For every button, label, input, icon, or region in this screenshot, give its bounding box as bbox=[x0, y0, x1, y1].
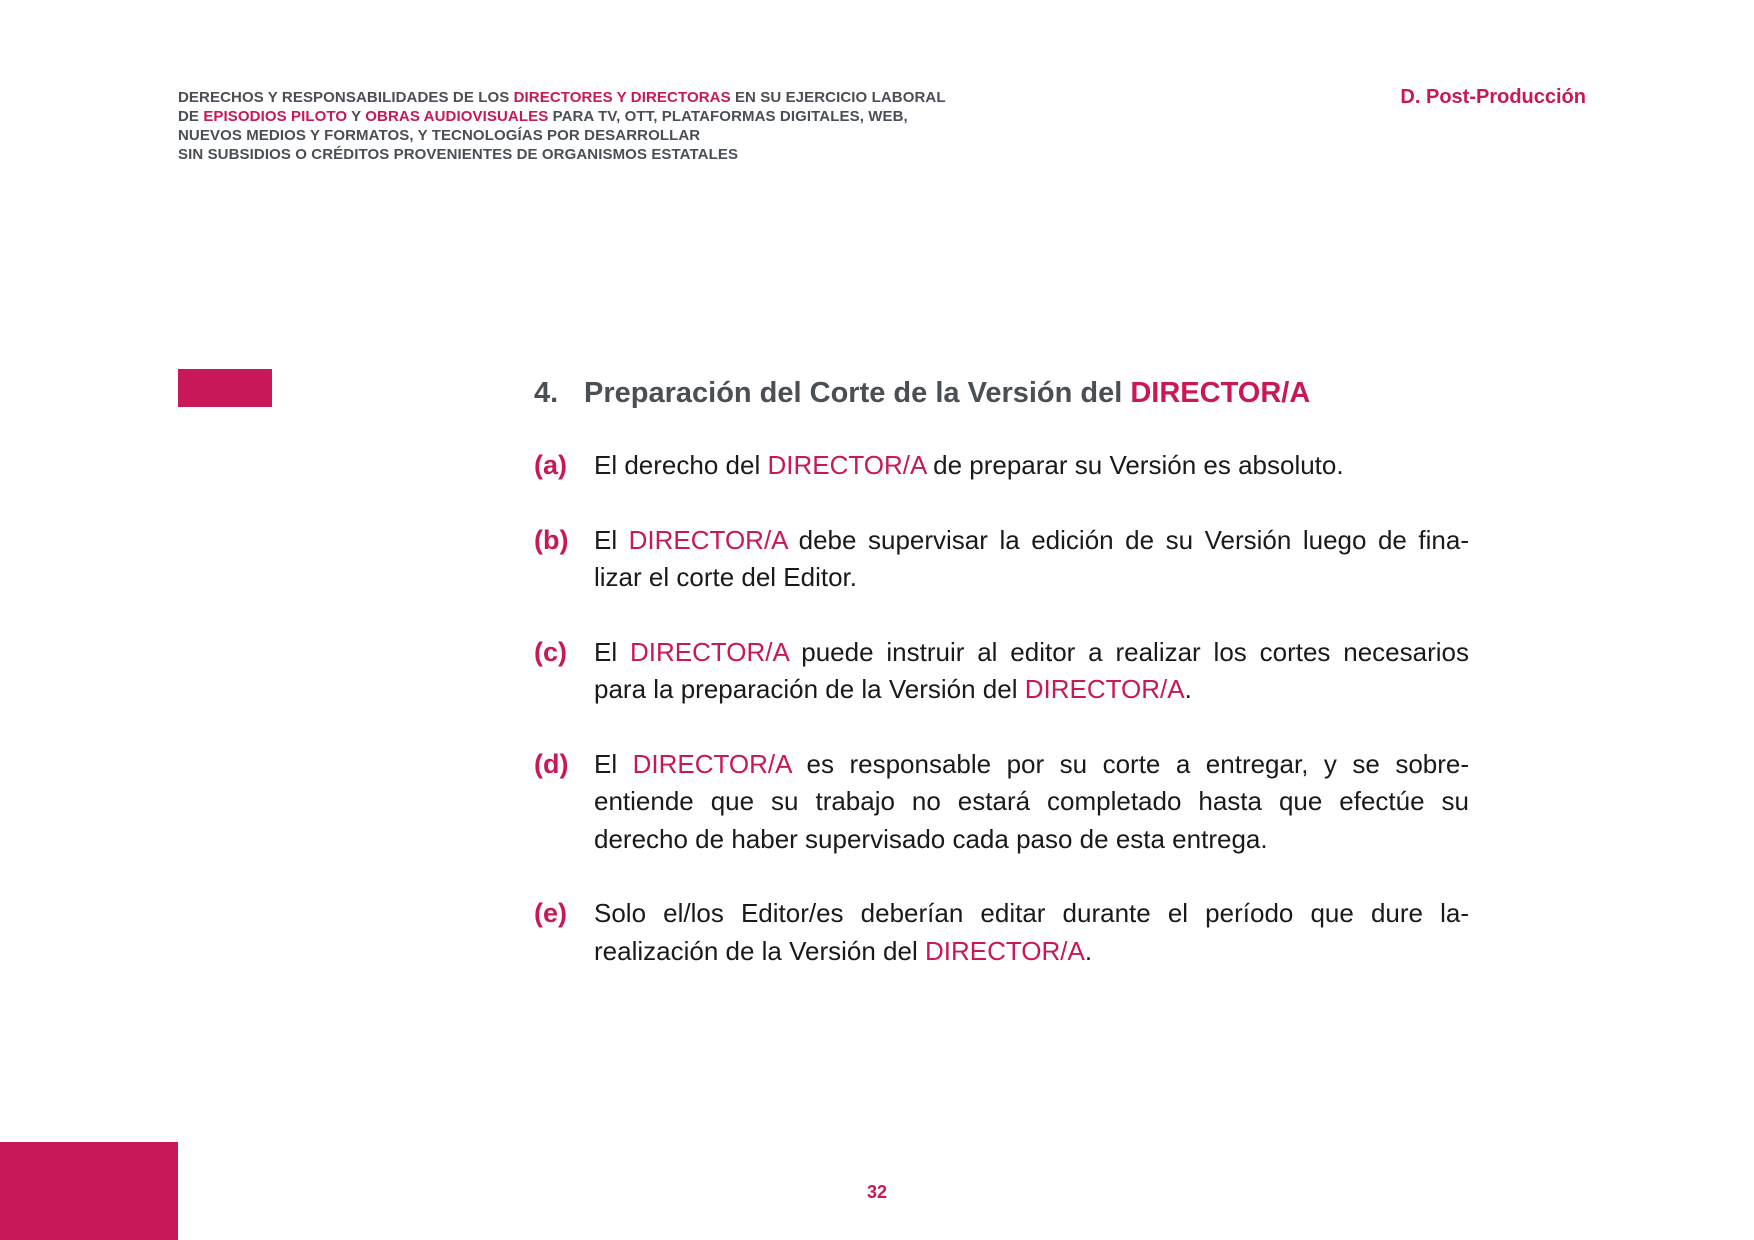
clause-item bbox=[534, 895, 1469, 970]
clause-item bbox=[534, 634, 1469, 709]
header-line-3: NUEVOS MEDIOS Y FORMATOS, Y TECNOLOGÍAS POR DESARROLLAR bbox=[178, 127, 701, 144]
clause-label: (e) bbox=[534, 898, 567, 928]
header-highlight: DIRECTORES Y DIRECTORAS bbox=[513, 89, 731, 106]
header-line-4: SIN SUBSIDIOS O CRÉDITOS PROVENIENTES DE ORGANISMOS ESTATALES bbox=[178, 146, 739, 163]
section-marker-bar bbox=[178, 369, 272, 407]
header-line-2: DE EPISODIOS PILOTO Y OBRAS AUDIOVISUALES PARA TV, OTT, PLATAFORMAS DIGITALES, WEB, bbox=[178, 108, 908, 125]
clause-text: El DIRECTOR/A puede instruir al editor a realizar los cortes necesarios para la preparación de la Versión del DIRECTOR/A. bbox=[594, 636, 1469, 704]
section-label: D. Post-Producción bbox=[1400, 86, 1586, 108]
heading-accent: DIRECTOR/A bbox=[1130, 377, 1311, 409]
heading-number: 4. bbox=[534, 377, 559, 409]
clause-text: El derecho del DIRECTOR/A de preparar su Versión es absoluto. bbox=[594, 450, 1344, 480]
section-heading bbox=[534, 377, 1469, 410]
clause-list bbox=[534, 447, 1469, 970]
clause-label: (a) bbox=[534, 450, 567, 480]
header-highlight: EPISODIOS PILOTO bbox=[203, 108, 348, 125]
header-line-1: DERECHOS Y RESPONSABILIDADES DE LOS DIRECTORES Y DIRECTORAS EN SU EJERCICIO LABORAL bbox=[178, 89, 946, 106]
document-header bbox=[178, 88, 946, 164]
clause-text: Solo el/los Editor/es deberían editar durante el período que dure la-realización de la Versión del DIRECTOR/A. bbox=[594, 898, 1469, 966]
page-number: 32 bbox=[866, 1182, 888, 1202]
clause-label: (b) bbox=[534, 524, 569, 555]
heading-text: Preparación del Corte de la Versión del DIRECTOR/A bbox=[584, 377, 1311, 409]
main-content bbox=[534, 377, 1469, 1007]
clause-item bbox=[534, 447, 1469, 485]
clause-text: El DIRECTOR/A debe supervisar la edición de su Versión luego de fina-lizar el corte del Editor. bbox=[594, 524, 1470, 592]
clause-label: (d) bbox=[534, 748, 569, 779]
header-highlight: OBRAS AUDIOVISUALES bbox=[365, 108, 549, 125]
clause-text: El DIRECTOR/A es responsable por su corte a entregar, y se sobre-entiende que su trabajo no estará completado hasta que efectúe su derecho de haber supervisado cada paso de esta entrega. bbox=[594, 748, 1470, 854]
clause-label: (c) bbox=[534, 636, 567, 667]
clause-item bbox=[534, 522, 1469, 597]
clause-item bbox=[534, 746, 1469, 859]
